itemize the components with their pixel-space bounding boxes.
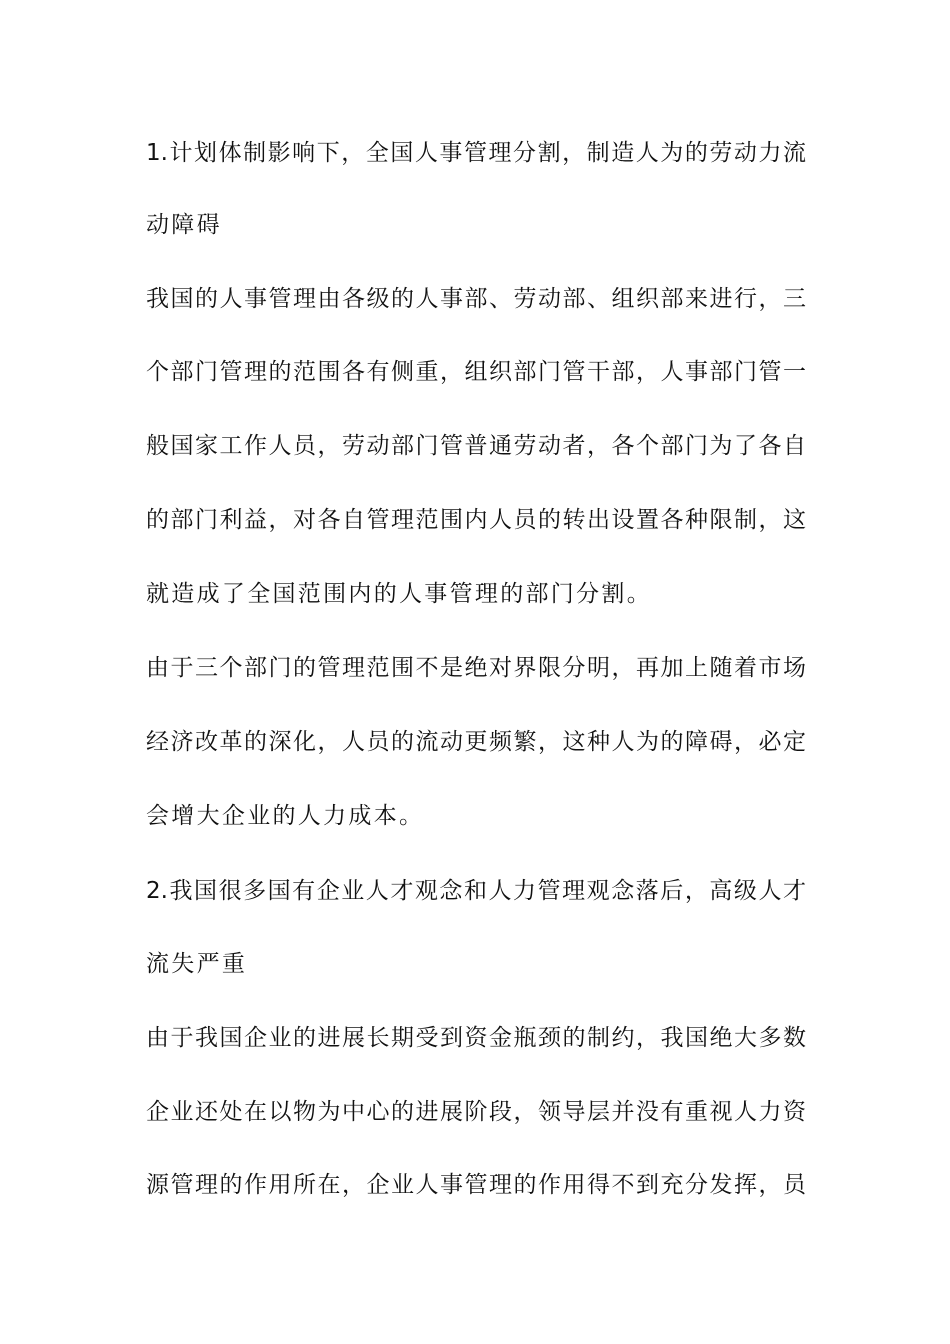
heading-2-line-1: 2.我国很多国有企业人才观念和人力管理观念落后，高级人才: [146, 878, 806, 904]
paragraph-3-line-3: 源管理的作用所在，企业人事管理的作用得不到充分发挥，员: [146, 1172, 806, 1198]
paragraph-2-line-1: 由于三个部门的管理范围不是绝对界限分明，再加上随着市场: [146, 655, 806, 681]
paragraph-1-line-5: 就造成了全国范围内的人事管理的部门分割。: [146, 581, 652, 607]
heading-1-line-2: 动障碍: [146, 212, 222, 238]
paragraph-1-line-4: 的部门利益，对各自管理范围内人员的转出设置各种限制，这: [146, 507, 806, 533]
paragraph-2-line-2: 经济改革的深化，人员的流动更频繁，这种人为的障碍，必定: [146, 729, 806, 755]
paragraph-1-line-1: 我国的人事管理由各级的人事部、劳动部、组织部来进行，三: [146, 286, 806, 312]
paragraph-1-line-3: 般国家工作人员，劳动部门管普通劳动者，各个部门为了各自: [146, 433, 806, 459]
heading-1-line-1: 1.计划体制影响下，全国人事管理分割，制造人为的劳动力流: [146, 140, 806, 166]
paragraph-3-line-1: 由于我国企业的进展长期受到资金瓶颈的制约，我国绝大多数: [146, 1025, 806, 1051]
paragraph-3-line-2: 企业还处在以物为中心的进展阶段，领导层并没有重视人力资: [146, 1099, 806, 1125]
heading-2-line-2: 流失严重: [146, 951, 248, 977]
paragraph-1-line-2: 个部门管理的范围各有侧重，组织部门管干部，人事部门管一: [146, 359, 806, 385]
paragraph-2-line-3: 会增大企业的人力成本。: [146, 803, 425, 829]
